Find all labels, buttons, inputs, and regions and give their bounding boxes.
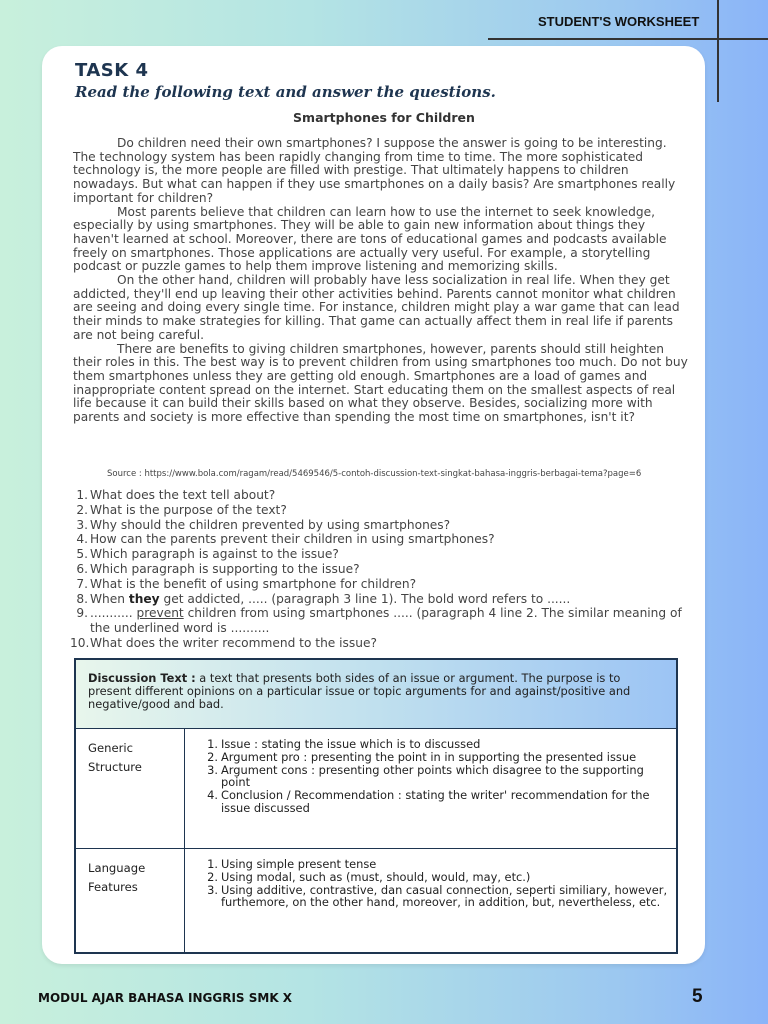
question-item: 9. ........... prevent children from using smartphones ..... (paragraph 4 line 2. The similar meaning of the underlined word is .......... bbox=[76, 606, 682, 636]
list-item: 1. Using simple present tense bbox=[207, 857, 377, 871]
list-item: 4. Conclusion / Recommendation : stating the writer' recommendation for the issue discussed bbox=[207, 788, 650, 815]
paragraph-3: On the other hand, children will probably have less socialization in real life. When they get addicted, they'll end up leaving their other activities behind. Parents cannot monitor what children are seeing and doing every single time. For instance, children might play a war game that can lead their minds to make strategies for killing. That game can actually affect them in real life if parents are not being careful. bbox=[73, 273, 680, 342]
question-item: 8. When they get addicted, ..... (paragraph 3 line 1). The bold word refers to ...... bbox=[76, 591, 571, 606]
paragraph-4: There are benefits to giving children smartphones, however, parents should still heighten their roles in this. The best way is to prevent children from using smartphones too much. Do not buy them smartphones unless they are getting old enough. Smartphones are a load of games and inappropriate content spread on the internet. Start educating them on the smallest aspects of real life because it can build their skills based on what they observe. Besides, socializing more with parents and society is more effective than spending the most time on smartphones, isn't it? bbox=[73, 341, 688, 425]
definition-text: Discussion Text : a text that presents both sides of an issue or argument. The purpose is to present different opinions on a particular issue or topic arguments for and against/positive and negative/good and bad. bbox=[88, 671, 631, 711]
list-item: 2. Argument pro : presenting the point in in supporting the presented issue bbox=[207, 749, 637, 764]
question-item: 5. Which paragraph is against to the issue? bbox=[76, 547, 339, 562]
list-item: 2. Using modal, such as (must, should, would, may, etc.) bbox=[207, 869, 531, 884]
list-item: 1. Issue : stating the issue which is to discussed bbox=[207, 737, 481, 751]
header-divider-horizontal bbox=[488, 38, 768, 40]
header-divider-vertical bbox=[717, 0, 719, 102]
question-item: 4. How can the parents prevent their children in using smartphones? bbox=[76, 532, 495, 547]
reading-title: Smartphones for Children bbox=[293, 110, 475, 125]
generic-structure-row bbox=[76, 729, 676, 849]
language-features-list bbox=[196, 858, 670, 909]
language-features-label: Language Features bbox=[88, 861, 146, 894]
language-features-row bbox=[76, 849, 676, 954]
module-title: MODUL AJAR BAHASA INGGRIS SMK X bbox=[38, 991, 293, 1005]
source-citation: Source : https://www.bola.com/ragam/read/5469546/5-contoh-discussion-text-singkat-bahasa-inggris-berbagai-tema?page=6 bbox=[107, 469, 642, 479]
paragraph-1: Do children need their own smartphones? I suppose the answer is going to be interesting. The technology system has been rapidly changing from time to time. The more sophisticated technology is, the more people are filled with prestige. That ultimately happens to children nowadays. But what can happen if they use smartphones on a daily basis? Are smartphones really important for children? bbox=[73, 136, 676, 205]
definition-row bbox=[76, 660, 676, 729]
list-item: 3. Argument cons : presenting other points which disagree to the supporting point bbox=[207, 762, 644, 790]
question-item: 2. What is the purpose of the text? bbox=[76, 502, 287, 517]
question-item: 6. Which paragraph is supporting to the issue? bbox=[76, 561, 360, 576]
underlined-word: prevent bbox=[136, 606, 184, 621]
list-item: 3. Using additive, contrastive, dan casual connection, seperti similiary, however, furthemore, on the other hand, moreover, in addition, but, nevertheless, etc. bbox=[207, 882, 668, 910]
page-number: 5 bbox=[692, 986, 703, 1007]
reading-text bbox=[73, 137, 693, 425]
task-instruction: Read the following text and answer the questions. bbox=[75, 83, 496, 101]
definition-term: Discussion Text : bbox=[88, 671, 196, 685]
generic-structure-label: Generic Structure bbox=[88, 741, 142, 774]
discussion-text-table bbox=[74, 658, 678, 954]
generic-structure-list bbox=[196, 738, 670, 815]
question-item: 3. Why should the children prevented by using smartphones? bbox=[76, 517, 451, 532]
bold-word: they bbox=[128, 591, 160, 606]
paragraph-2: Most parents believe that children can learn how to use the internet to seek knowledge, especially by using smartphones. They will be able to gain new information about things they haven't learned at school. Moreover, there are tons of educational games and podcasts available freely on smartphones. Those applications are actually very useful. For example, a storytelling podcast or puzzle games to help them improve listening and memorizing skills. bbox=[73, 204, 667, 274]
task-title: TASK 4 bbox=[75, 60, 149, 81]
question-item: 1. What does the text tell about? bbox=[76, 488, 276, 502]
worksheet-label: STUDENT'S WORKSHEET bbox=[538, 14, 700, 29]
question-item: 10. What does the writer recommend to the issue? bbox=[70, 635, 377, 650]
questions-list bbox=[70, 488, 700, 651]
question-item: 7. What is the benefit of using smartphone for children? bbox=[76, 576, 417, 591]
